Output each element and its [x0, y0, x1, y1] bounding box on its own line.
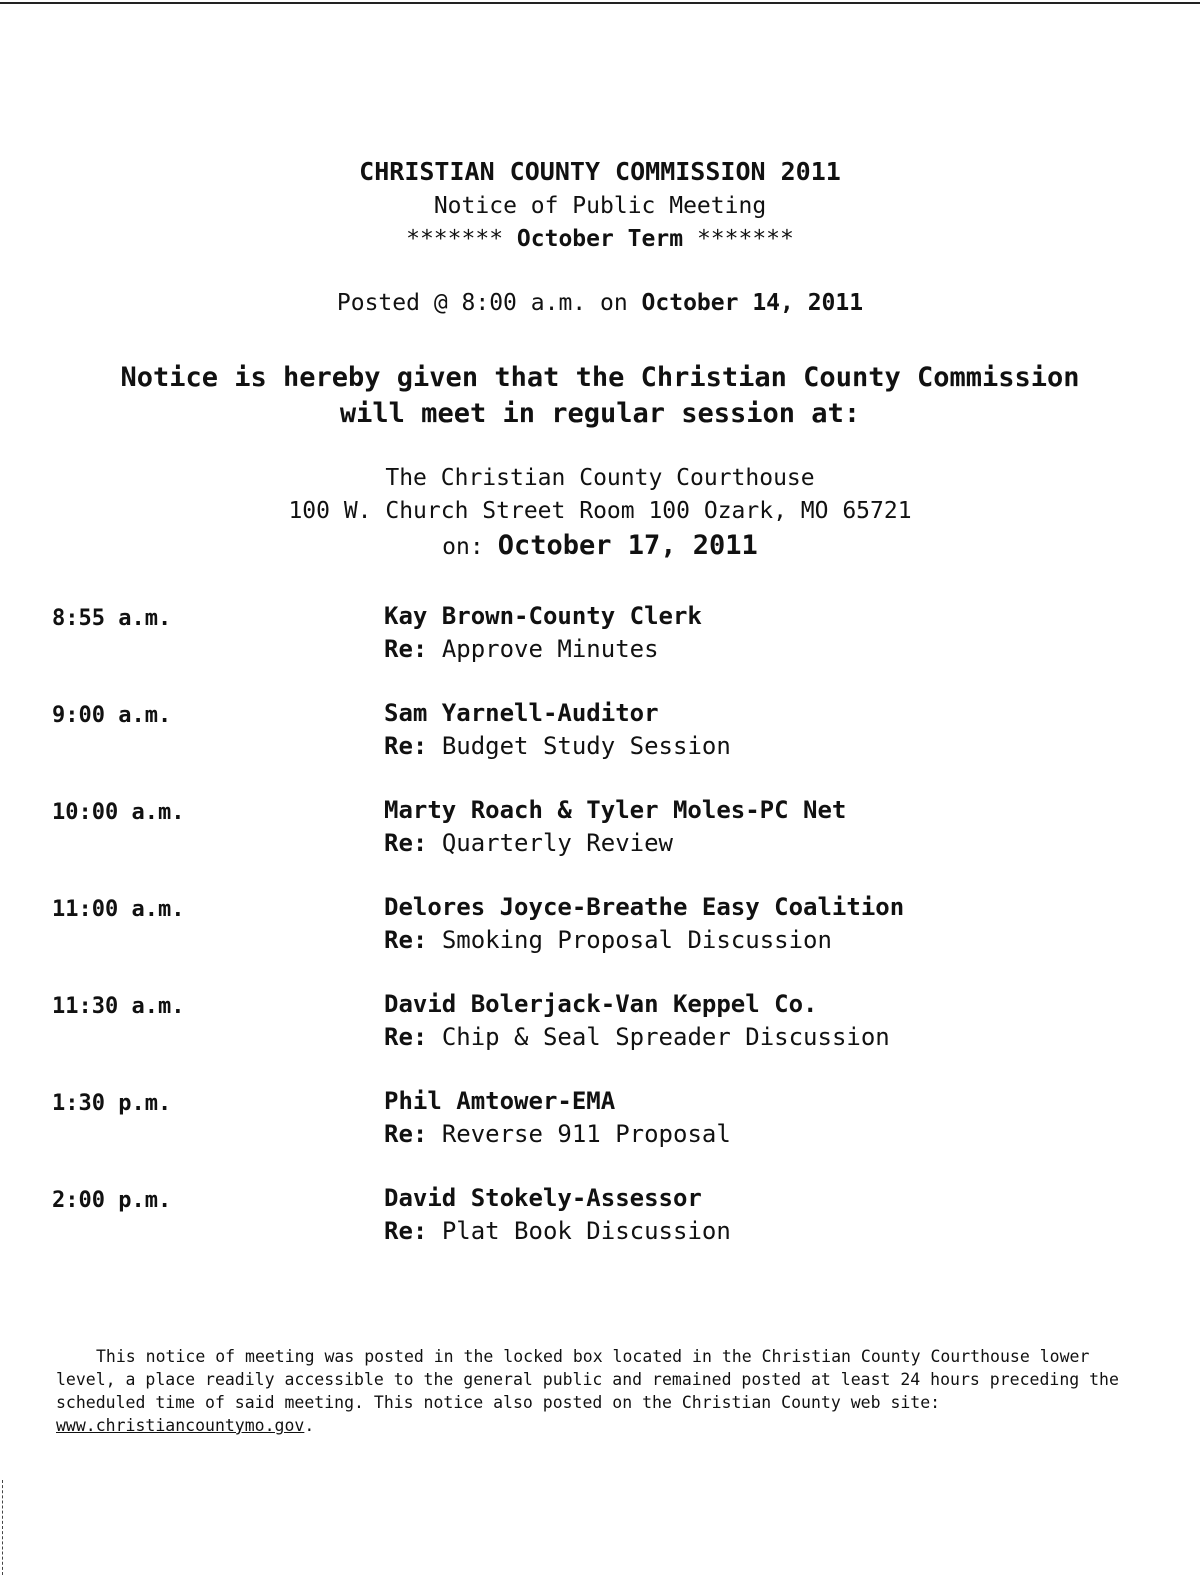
document-title: CHRISTIAN COUNTY COMMISSION 2011 [359, 157, 841, 186]
agenda-item [52, 796, 1152, 893]
agenda-item [52, 990, 1152, 1087]
document-subtitle: Notice of Public Meeting [433, 193, 767, 219]
agenda-time: 11:30 a.m. [52, 994, 185, 1019]
term-stars-right: ******* [696, 226, 794, 252]
topic-text: Budget Study Session [441, 732, 731, 760]
agenda-topic [384, 1023, 890, 1051]
posting-notice-text: This notice of meeting was posted in the locked box located in the Christian County Courthouse lower level, a place readily accessible to the general public and remained posted at least 24 hours preceding the scheduled time of said meeting. This notice also posted on the Christian County web site: [56, 1347, 1119, 1412]
re-label: Re: [384, 926, 428, 954]
agenda-time: 2:00 p.m. [52, 1188, 172, 1213]
agenda-topic [384, 732, 731, 760]
topic-text: Reverse 911 Proposal [441, 1120, 731, 1148]
notice-line-1: Notice is hereby given that the Christian County Commission [120, 362, 1080, 393]
agenda-item [52, 699, 1152, 796]
re-label: Re: [384, 829, 428, 857]
on-label: on: [442, 534, 484, 560]
location-building: The Christian County Courthouse [385, 465, 815, 491]
scan-edge-mark [2, 1480, 4, 1575]
re-label: Re: [384, 635, 428, 663]
notice-line-2: will meet in regular session at: [339, 398, 861, 429]
agenda-list [52, 602, 1152, 1281]
posted-prefix: Posted @ 8:00 a.m. on [336, 290, 628, 316]
agenda-time: 1:30 p.m. [52, 1091, 172, 1116]
agenda-topic [384, 926, 832, 954]
topic-text: Plat Book Discussion [441, 1217, 731, 1245]
re-label: Re: [384, 732, 428, 760]
notice-statement [0, 360, 1200, 432]
agenda-item [52, 1184, 1152, 1281]
re-label: Re: [384, 1217, 428, 1245]
meeting-date: October 17, 2011 [497, 530, 758, 561]
posting-notice-end: . [304, 1416, 315, 1435]
agenda-time: 10:00 a.m. [52, 800, 185, 825]
topic-text: Approve Minutes [441, 635, 659, 663]
agenda-item [52, 602, 1152, 699]
agenda-presenter: Sam Yarnell-Auditor [384, 699, 659, 727]
topic-text: Chip & Seal Spreader Discussion [441, 1023, 890, 1051]
location-address: 100 W. Church Street Room 100 Ozark, MO 65721 [288, 498, 912, 524]
posted-date: October 14, 2011 [641, 290, 864, 316]
term-stars-left: ******* [406, 226, 504, 252]
agenda-presenter: Marty Roach & Tyler Moles-PC Net [384, 796, 847, 824]
re-label: Re: [384, 1023, 428, 1051]
agenda-presenter: Kay Brown-County Clerk [384, 602, 702, 630]
top-border-line [0, 2, 1200, 4]
agenda-time: 11:00 a.m. [52, 897, 185, 922]
meeting-date-line [0, 530, 1200, 561]
agenda-topic [384, 635, 659, 663]
agenda-time: 9:00 a.m. [52, 703, 172, 728]
website-link[interactable]: www.christiancountymo.gov [56, 1416, 305, 1435]
term-name: October Term [516, 226, 684, 252]
agenda-presenter: David Bolerjack-Van Keppel Co. [384, 990, 818, 1018]
agenda-item [52, 893, 1152, 990]
posting-notice [56, 1345, 1126, 1437]
topic-text: Quarterly Review [441, 829, 673, 857]
agenda-presenter: Phil Amtower-EMA [384, 1087, 616, 1115]
posted-line [0, 290, 1200, 316]
agenda-topic [384, 829, 673, 857]
agenda-item [52, 1087, 1152, 1184]
agenda-time: 8:55 a.m. [52, 606, 172, 631]
topic-text: Smoking Proposal Discussion [441, 926, 832, 954]
agenda-presenter: David Stokely-Assessor [384, 1184, 702, 1212]
term-line [0, 226, 1200, 252]
agenda-topic [384, 1217, 731, 1245]
agenda-presenter: Delores Joyce-Breathe Easy Coalition [384, 893, 905, 921]
re-label: Re: [384, 1120, 428, 1148]
agenda-topic [384, 1120, 731, 1148]
